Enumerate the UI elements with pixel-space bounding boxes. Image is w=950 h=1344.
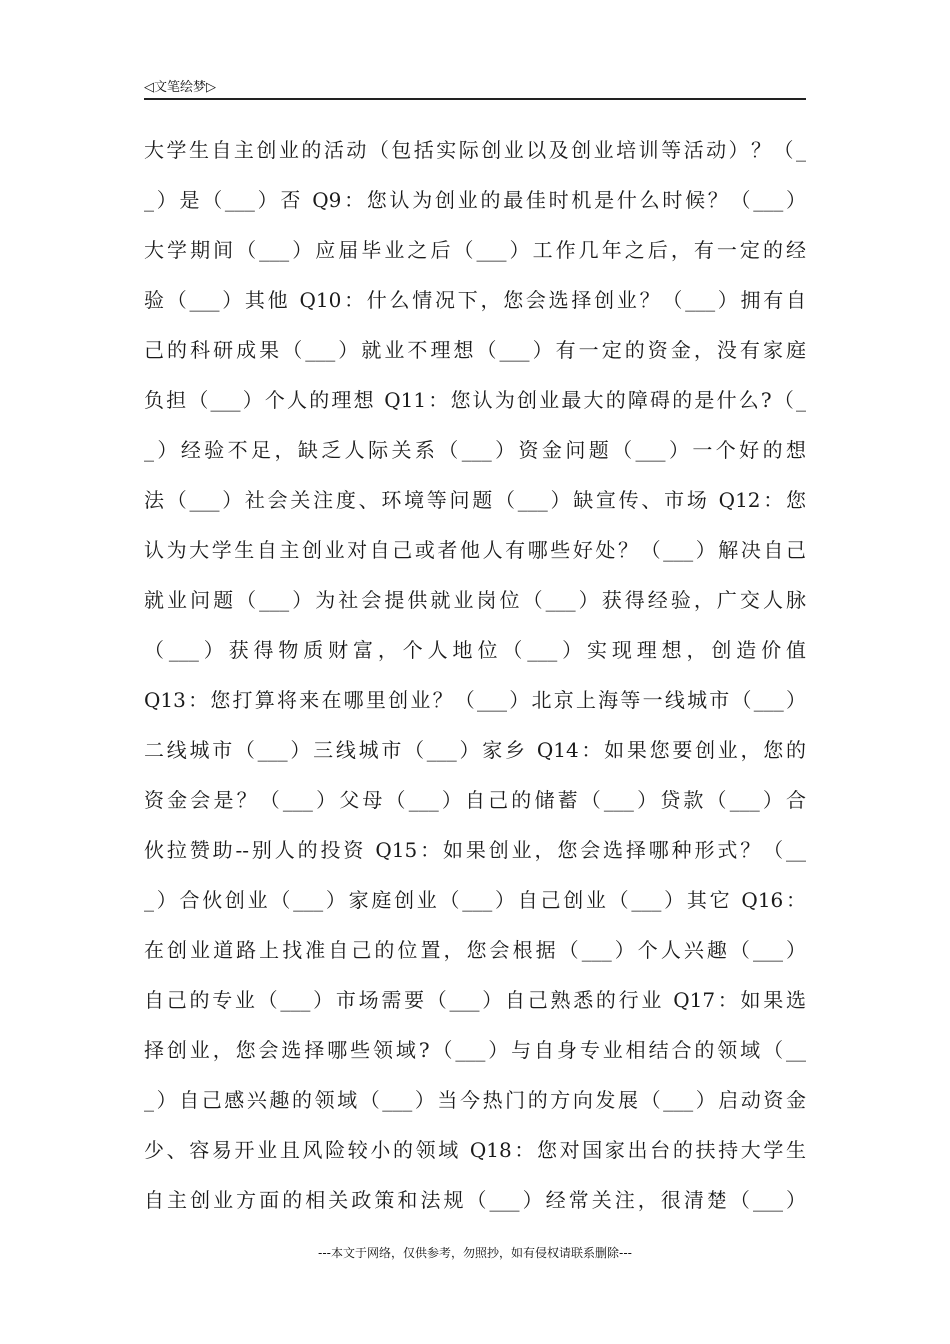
- text-line: 在创业道路上找准自己的位置，您会根据（___）个人兴趣（___）: [144, 938, 806, 962]
- document-body: [144, 126, 806, 1226]
- text-line: 就业问题（___）为社会提供就业岗位（___）获得经验，广交人脉: [144, 588, 806, 612]
- text-line: 资金会是？（___）父母（___）自己的储蓄（___）贷款（___）合: [144, 788, 806, 812]
- page-header: [144, 74, 806, 100]
- text-line: 大学期间（___）应届毕业之后（___）工作几年之后，有一定的经: [144, 238, 806, 262]
- text-line: 法（___）社会关注度、环境等问题（___）缺宣传、市场 Q12：您: [144, 488, 806, 512]
- text-line: （___）获得物质财富，个人地位（___）实现理想，创造价值: [144, 638, 806, 662]
- text-line: 伙拉赞助--别人的投资 Q15：如果创业，您会选择哪种形式？（__: [144, 838, 806, 862]
- text-line: Q13：您打算将来在哪里创业？（___）北京上海等一线城市（___）: [144, 688, 806, 712]
- text-line: _）合伙创业（___）家庭创业（___）自己创业（___）其它 Q16：: [144, 888, 806, 912]
- text-line: 自主创业方面的相关政策和法规（___）经常关注，很清楚（___）: [144, 1188, 806, 1212]
- text-line: 自己的专业（___）市场需要（___）自己熟悉的行业 Q17：如果选: [144, 988, 806, 1012]
- text-line: 验（___）其他 Q10：什么情况下，您会选择创业？（___）拥有自: [144, 288, 806, 312]
- text-line: 己的科研成果（___）就业不理想（___）有一定的资金，没有家庭: [144, 338, 806, 362]
- text-line: 认为大学生自主创业对自己或者他人有哪些好处？（___）解决自己: [144, 538, 806, 562]
- text-line: _）自己感兴趣的领域（___）当今热门的方向发展（___）启动资金: [144, 1088, 806, 1112]
- text-line: 择创业，您会选择哪些领域?（___）与自身专业相结合的领域（__: [144, 1038, 806, 1062]
- header-title: ◁文笔绘梦▷: [144, 80, 216, 95]
- text-line: 大学生自主创业的活动（包括实际创业以及创业培训等活动）？（_: [144, 138, 806, 162]
- text-line: _）是（___）否 Q9：您认为创业的最佳时机是什么时候？（___）: [144, 188, 806, 212]
- text-line: 二线城市（___）三线城市（___）家乡 Q14：如果您要创业，您的: [144, 738, 806, 762]
- text-line: 负担（___）个人的理想 Q11：您认为创业最大的障碍的是什么?（_: [144, 388, 806, 412]
- text-line: 少、容易开业且风险较小的领域 Q18：您对国家出台的扶持大学生: [144, 1138, 806, 1162]
- text-line: _）经验不足，缺乏人际关系（___）资金问题（___）一个好的想: [144, 438, 806, 462]
- page-footer: ---本文于网络，仅供参考，勿照抄，如有侵权请联系删除---: [318, 1246, 632, 1260]
